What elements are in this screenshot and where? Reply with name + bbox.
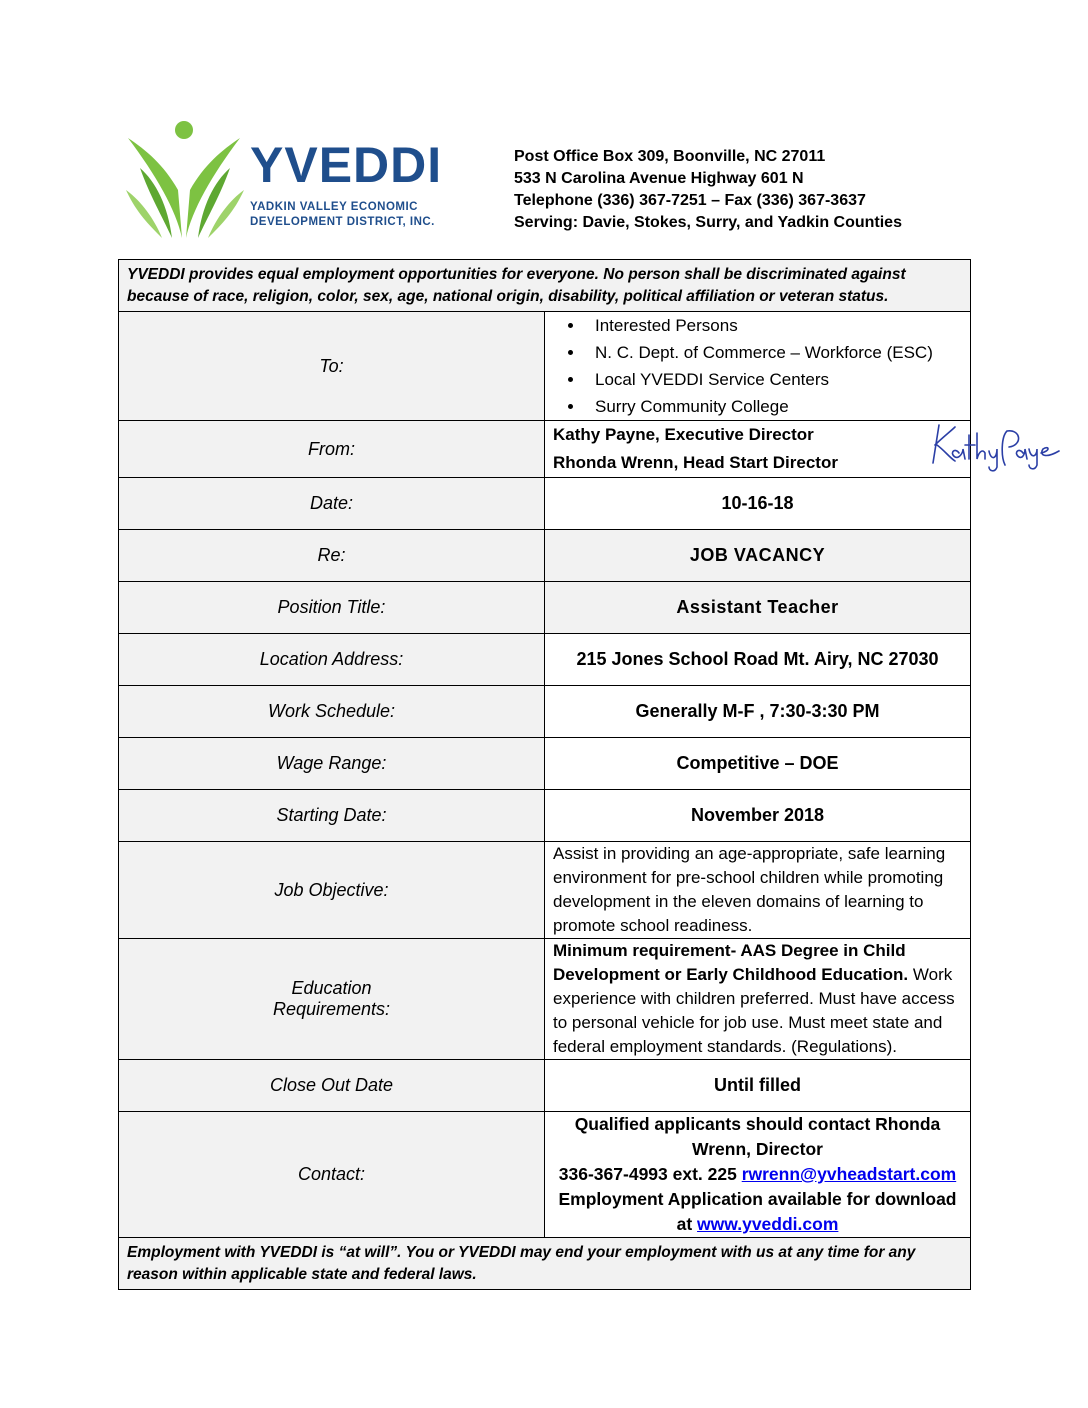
start-label: Starting Date: <box>119 790 545 842</box>
start-row <box>119 790 971 842</box>
contact-line <box>553 1112 962 1162</box>
logo-subtitle <box>250 200 435 230</box>
list-item: • Surry Community College <box>585 393 962 420</box>
address-line: 533 N Carolina Avenue Highway 601 N <box>514 170 804 187</box>
from-label: From: <box>119 421 545 478</box>
position-label: Position Title: <box>119 582 545 634</box>
objective-label: Job Objective: <box>119 842 545 939</box>
objective-value: Assist in providing an age-appropriate, safe learning environment for pre-school children while promoting development in the eleven domains of learning to promote school readiness. <box>545 842 971 939</box>
contact-value <box>545 1112 971 1238</box>
wage-row <box>119 738 971 790</box>
at-will-notice: Employment with YVEDDI is “at will”. You or YVEDDI may end your employment with us at any time for any reason within applicable state and federal laws. <box>119 1238 971 1290</box>
schedule-value: Generally M-F , 7:30-3:30 PM <box>545 686 971 738</box>
eeo-notice: YVEDDI provides equal employment opportunities for everyone. No person shall be discriminated against because of race, religion, color, sex, age, national origin, disability, political affiliation or veteran status. <box>119 260 971 312</box>
wage-value: Competitive – DOE <box>545 738 971 790</box>
schedule-row <box>119 686 971 738</box>
education-details: Work experience with children preferred. Must have access to personal vehicle for job use. Must meet state and federal employment standards. (Regulations). <box>553 965 955 1056</box>
list-item: • Local YVEDDI Service Centers <box>585 366 962 393</box>
education-label-line1: Education <box>291 978 372 998</box>
contact-line <box>553 1187 962 1237</box>
education-label <box>119 939 545 1060</box>
yveddi-logo <box>126 120 456 244</box>
date-row <box>119 478 971 530</box>
list-item: • Interested Persons <box>585 312 962 339</box>
location-value: 215 Jones School Road Mt. Airy, NC 27030 <box>545 634 971 686</box>
contact-person: should contact Rhonda Wrenn, Director <box>692 1114 941 1159</box>
contact-lead: Qualified applicants <box>574 1114 741 1134</box>
contact-line <box>553 1162 962 1187</box>
recipient-list <box>553 312 962 420</box>
from-line: Rhonda Wrenn, Head Start Director <box>553 453 838 472</box>
address-block <box>514 146 902 234</box>
education-label-line2: Requirements: <box>272 999 391 1019</box>
address-line: Post Office Box 309, Boonville, NC 27011 <box>514 148 826 165</box>
date-value: 10-16-18 <box>545 478 971 530</box>
email-link[interactable]: rwrenn@yvheadstart.com <box>741 1164 957 1184</box>
education-minimum: Minimum requirement- AAS Degree in Child Development or Early Childhood Education. <box>553 941 909 984</box>
logo-subtitle-line1: YADKIN VALLEY ECONOMIC <box>250 201 418 213</box>
list-item: • N. C. Dept. of Commerce – Workforce (ESC) <box>585 339 962 366</box>
location-row <box>119 634 971 686</box>
at-will-row <box>119 1238 971 1290</box>
position-row <box>119 582 971 634</box>
website-link[interactable]: www.yveddi.com <box>697 1214 839 1234</box>
re-label: Re: <box>119 530 545 582</box>
contact-row <box>119 1112 971 1238</box>
re-value: JOB VACANCY <box>545 530 971 582</box>
from-row <box>119 421 971 478</box>
leaf-figure-icon <box>126 120 250 244</box>
re-row <box>119 530 971 582</box>
logo-wordmark: YVEDDI <box>250 137 443 193</box>
from-line: Kathy Payne, Executive Director <box>553 425 814 444</box>
signature-icon <box>925 417 1065 475</box>
wage-label: Wage Range: <box>119 738 545 790</box>
logo-subtitle-line2: DEVELOPMENT DISTRICT, INC. <box>250 216 435 228</box>
objective-row <box>119 842 971 939</box>
schedule-label: Work Schedule: <box>119 686 545 738</box>
to-recipients <box>545 312 971 421</box>
closeout-row <box>119 1060 971 1112</box>
to-label: To: <box>119 312 545 421</box>
closeout-value: Until filled <box>545 1060 971 1112</box>
closeout-label: Close Out Date <box>119 1060 545 1112</box>
eeo-row <box>119 260 971 312</box>
education-value <box>545 939 971 1060</box>
vacancy-table <box>118 259 971 1290</box>
start-value: November 2018 <box>545 790 971 842</box>
location-label: Location Address: <box>119 634 545 686</box>
education-row <box>119 939 971 1060</box>
position-value: Assistant Teacher <box>545 582 971 634</box>
contact-phone: 336-367-4993 ext. 225 <box>558 1164 742 1184</box>
phone-fax-line: Telephone (336) 367-7251 – Fax (336) 367-3637 <box>514 192 866 209</box>
date-label: Date: <box>119 478 545 530</box>
from-value <box>545 421 971 478</box>
to-row <box>119 312 971 421</box>
application-text: Employment Application available for download at <box>558 1189 957 1234</box>
contact-label: Contact: <box>119 1112 545 1238</box>
serving-line: Serving: Davie, Stokes, Surry, and Yadkin Counties <box>514 214 902 231</box>
